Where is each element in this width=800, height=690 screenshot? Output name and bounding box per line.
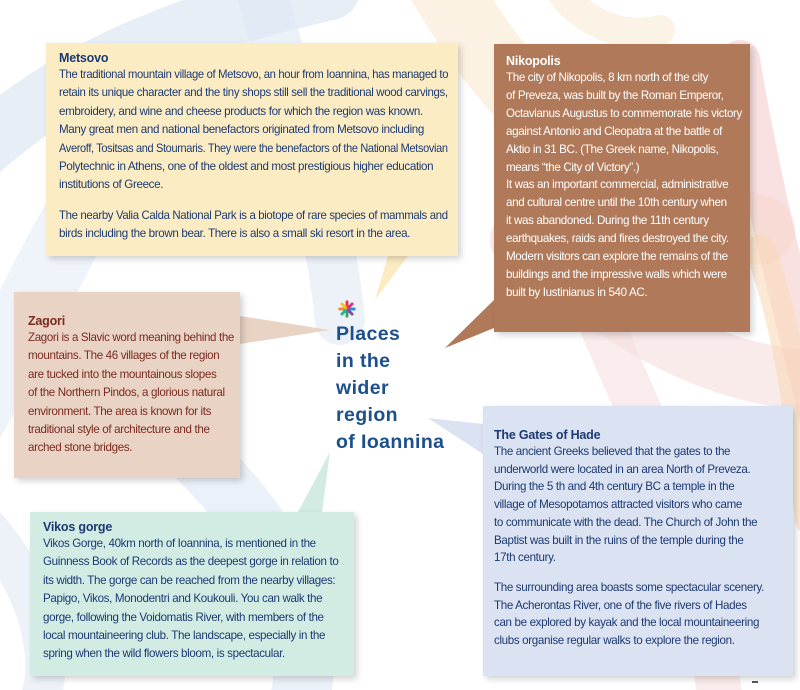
text-line: can be explored by kayak and the local mountaineering (494, 616, 760, 630)
text-line: Many great men and national benefactors originated from Metsovo including (59, 123, 424, 137)
callout-title: Nikopolis (506, 54, 561, 68)
text-line: The city of Nikopolis, 8 km north of the city (506, 71, 709, 84)
text-line: its width. The gorge can be reached from the nearby villages: (43, 573, 336, 587)
text-line: mountains. The 46 villages of the region (28, 349, 220, 363)
text-line: retain its unique character and the tiny shops still sell the traditional wood carvings, (59, 86, 448, 100)
text-line: earthquakes, raids and fires destroyed the city. (506, 232, 729, 246)
text-line: The nearby Valia Calda National Park is a biotope of rare species of mammals and (59, 208, 448, 222)
text-line: against Antonio and Cleopatra at the battle of (506, 124, 722, 138)
center-heading (336, 300, 486, 456)
callout-title: Metsovo (59, 51, 109, 65)
text-line: environment. The area is known for its (28, 404, 212, 418)
heading-line: in the (336, 350, 391, 372)
text-line: Averoff, Tositsas and Stournaris. They were the benefactors of the National Metsovian (59, 141, 448, 155)
gates-of-hade-callout (483, 406, 793, 676)
text-line: The surrounding area boasts some spectacular scenery. (494, 580, 764, 594)
text-line: Aktio in 31 BC. (The Greek name, Nikopolis, (506, 142, 719, 156)
text-line: embroidery, and wine and cheese products for which the region was known. (59, 104, 423, 118)
text-line: of Preveza, was built by the Roman Emperor, (506, 88, 724, 102)
text-line: birds including the brown bear. There is also a small ski resort in the area. (59, 227, 411, 241)
text-line: The traditional mountain village of Metsovo, an hour from Ioannina, has managed to (59, 68, 449, 81)
heading-line: region (336, 404, 398, 426)
zagori-callout (14, 292, 240, 478)
text-line: built by Iustinianus in 540 AC. (506, 285, 648, 299)
text-line: arched stone bridges. (28, 441, 133, 455)
text-line: Octavianus Augustus to commemorate his victory (506, 106, 742, 120)
text-line: spring when the wild flowers bloom, is spectacular. (43, 647, 285, 661)
text-line: Vikos Gorge, 40km north of Ioannina, is mentioned in the (43, 537, 316, 550)
text-line: The ancient Greeks believed that the gates to the (494, 445, 731, 458)
text-line: Modern visitors can explore the remains of the (506, 250, 728, 264)
text-line: it was abandoned. During the 11th century (506, 214, 709, 228)
text-line: buildings and the impressive walls which were (506, 267, 727, 281)
page-edge-mark (752, 681, 758, 683)
colorful-star-flower-icon (338, 300, 356, 318)
text-line: 17th century. (494, 551, 556, 565)
text-line: During the 5 th and 4th century BC a temple in the (494, 480, 735, 494)
nikopolis-callout (494, 44, 750, 332)
text-line: and cultural centre until the 10th century when (506, 196, 727, 210)
text-line: village of Mesopotamos attracted visitors who came (494, 498, 742, 512)
text-line: local mountaineering club. The landscape, especially in the (43, 629, 326, 643)
vikos-pointer (298, 452, 330, 512)
metsovo-pointer (375, 256, 408, 300)
heading-line: Places (336, 323, 401, 345)
text-line: It was an important commercial, administrative (506, 178, 729, 192)
text-line: Guinness Book of Records as the deepest gorge in relation to (43, 555, 339, 569)
metsovo-callout (46, 43, 458, 256)
text-line: Zagori is a Slavic word meaning behind the (28, 331, 234, 344)
text-line: gorge, following the Voidomatis River, with members of the (43, 610, 324, 624)
text-line: are tucked into the mountainous slopes (28, 367, 217, 381)
text-line: of the Northern Pindos, a glorious natural (28, 386, 225, 400)
heading-line: of Ioannina (336, 431, 445, 453)
heading-line: wider (336, 377, 389, 399)
text-line: means “the City of Victory”.) (506, 160, 640, 174)
text-line: traditional style of architecture and the (28, 423, 210, 437)
text-line: institutions of Greece. (59, 178, 164, 192)
callout-title: Vikos gorge (43, 520, 113, 534)
vikos-gorge-callout (30, 512, 354, 676)
callout-title: Zagori (28, 314, 65, 328)
text-line: The Acherontas River, one of the five rivers of Hades (494, 598, 747, 612)
text-line: underworld were located in an area North of Preveza. (494, 462, 751, 476)
text-line: Baptist was built in the ruins of the temple during the (494, 533, 744, 547)
text-line: clubs organise regular walks to explore the region. (494, 634, 735, 648)
callout-title: The Gates of Hade (494, 428, 601, 442)
text-line: Polytechnic in Athens, one of the oldest and most prestigious higher education (59, 160, 434, 174)
text-line: to communicate with the dead. The Church of John the (494, 515, 758, 529)
text-line: Papigo, Vikos, Monodentri and Koukouli. You can walk the (43, 592, 323, 606)
